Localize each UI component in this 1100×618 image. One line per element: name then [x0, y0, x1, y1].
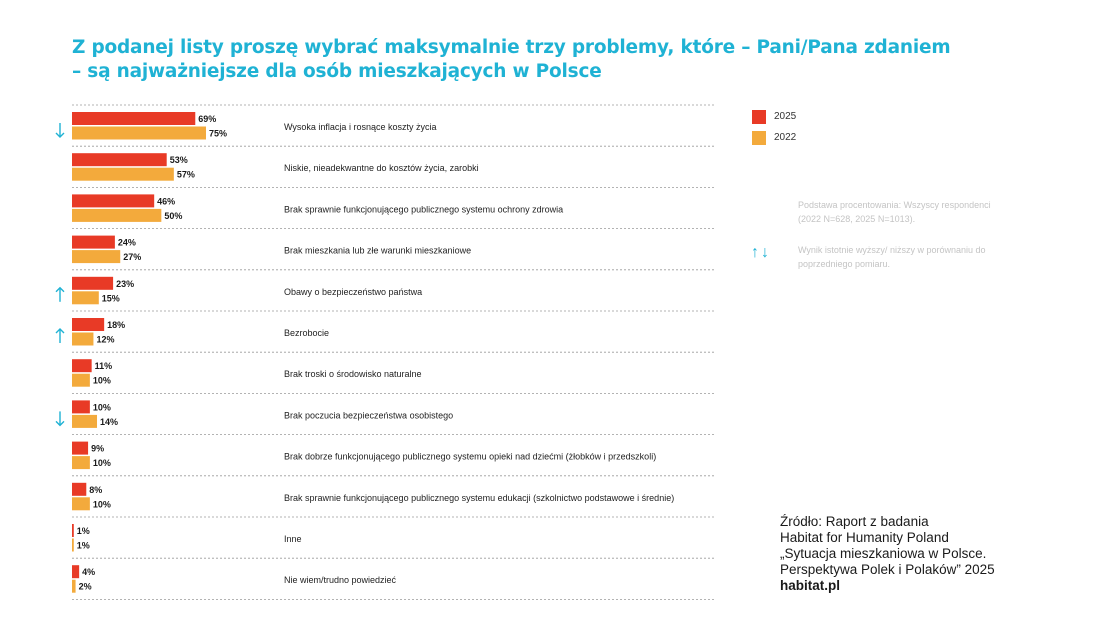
legend-label-2025: 2025 — [774, 111, 797, 122]
data-label-2025: 10% — [92, 402, 111, 413]
data-label-2022: 27% — [123, 252, 142, 263]
data-label-2025: 11% — [94, 361, 113, 372]
category-label: Nie wiem/trudno powiedzieć — [284, 575, 397, 586]
data-label-2025: 69% — [198, 114, 217, 124]
base-note-line-2: (2022 N=628, 2025 N=1013). — [798, 214, 916, 224]
title-line-2: – są najważniejsze dla osób mieszkających w Polsce — [72, 61, 602, 82]
data-label-2025: 24% — [117, 237, 136, 248]
source-site-link[interactable]: habitat.pl — [780, 578, 840, 593]
data-label-2022: 14% — [100, 416, 119, 427]
category-label: Brak poczucia bezpieczeństwa osobistego — [284, 410, 454, 421]
category-label: Wysoka inflacja i rosnące koszty życia — [284, 122, 437, 132]
bar-2025 — [72, 442, 88, 455]
data-label-2022: 15% — [101, 293, 120, 304]
legend-label-2022: 2022 — [774, 132, 797, 143]
significance-note — [798, 243, 1038, 271]
bar-2025 — [72, 236, 115, 249]
data-label-2022: 57% — [176, 169, 195, 180]
data-label-2025: 4% — [82, 567, 96, 578]
bar-2025 — [72, 112, 195, 125]
bar-2022 — [72, 415, 97, 428]
category-label: Brak dobrze funkcjonującego publicznego systemu opieki nad dziećmi (żłobków i przedszkoli) — [284, 451, 657, 462]
significance-note-line-1: Wynik istotnie wyższy/ niższy w porównaniu do — [798, 245, 986, 255]
category-label: Niskie, nieadekwantne do kosztów życia, zarobki — [284, 163, 479, 174]
bar-2022 — [72, 374, 90, 387]
bar-2025 — [72, 524, 74, 537]
legend-swatch-2025 — [752, 110, 766, 124]
data-label-2025: 1% — [76, 526, 90, 536]
bar-2025 — [72, 194, 154, 207]
bar-2022 — [72, 209, 161, 222]
data-label-2025: 46% — [157, 196, 176, 207]
bar-2022 — [72, 333, 93, 346]
bar-2025 — [72, 400, 90, 413]
bar-2025 — [72, 153, 167, 166]
data-label-2022: 2% — [78, 581, 92, 592]
category-label: Bezrobocie — [284, 328, 330, 338]
category-label: Brak troski o środowisko naturalne — [284, 369, 422, 380]
category-label: Inne — [284, 534, 302, 544]
base-note — [798, 198, 1038, 226]
source-note — [780, 514, 1080, 594]
data-label-2025: 9% — [91, 443, 105, 454]
bar-2022 — [72, 539, 74, 552]
category-label: Brak sprawnie funkcjonującego publicznego systemu ochrony zdrowia — [284, 204, 564, 215]
bar-2022 — [72, 456, 90, 469]
bar-2022 — [72, 497, 90, 510]
source-line-2: Habitat for Humanity Poland — [780, 530, 949, 545]
legend-swatch-2022 — [752, 131, 766, 145]
significance-arrows-icon: ↑↓ — [751, 244, 771, 261]
data-label-2022: 10% — [92, 375, 111, 386]
base-note-line-1: Podstawa procentowania: Wszyscy respondenci — [798, 200, 991, 210]
data-label-2025: 18% — [107, 320, 126, 330]
data-label-2022: 75% — [209, 128, 228, 139]
bar-2022 — [72, 127, 206, 140]
bar-2022 — [72, 250, 120, 263]
source-line-3: „Sytuacja mieszkaniowa w Polsce. — [780, 546, 987, 561]
data-label-2025: 53% — [169, 155, 188, 166]
data-label-2022: 12% — [96, 334, 115, 345]
bar-2025 — [72, 359, 92, 372]
data-label-2025: 23% — [116, 278, 135, 289]
category-label: Brak mieszkania lub złe warunki mieszkaniowe — [284, 245, 472, 256]
data-label-2022: 50% — [164, 210, 183, 221]
category-label: Obawy o bezpieczeństwo państwa — [284, 286, 423, 297]
bar-2022 — [72, 580, 76, 593]
bar-2025 — [72, 483, 86, 496]
data-label-2022: 10% — [92, 458, 111, 469]
bar-2025 — [72, 277, 113, 290]
bar-2022 — [72, 168, 174, 181]
source-line-1: Źródło: Raport z badania — [780, 514, 929, 529]
category-label: Brak sprawnie funkcjonującego publicznego systemu edukacji (szkolnictwo podstawowe i średnie) — [284, 492, 675, 503]
data-label-2025: 8% — [89, 484, 103, 495]
data-label-2022: 10% — [92, 499, 111, 510]
data-label-2022: 1% — [76, 540, 90, 551]
bar-2022 — [72, 291, 99, 304]
bar-2025 — [72, 318, 104, 331]
source-line-4: Perspektywa Polek i Polaków” 2025 — [780, 562, 995, 577]
significance-note-line-2: poprzedniego pomiaru. — [798, 259, 891, 269]
title-line-1: Z podanej listy proszę wybrać maksymalnie trzy problemy, które – Pani/Pana zdaniem — [72, 37, 951, 58]
bar-2025 — [72, 565, 79, 578]
